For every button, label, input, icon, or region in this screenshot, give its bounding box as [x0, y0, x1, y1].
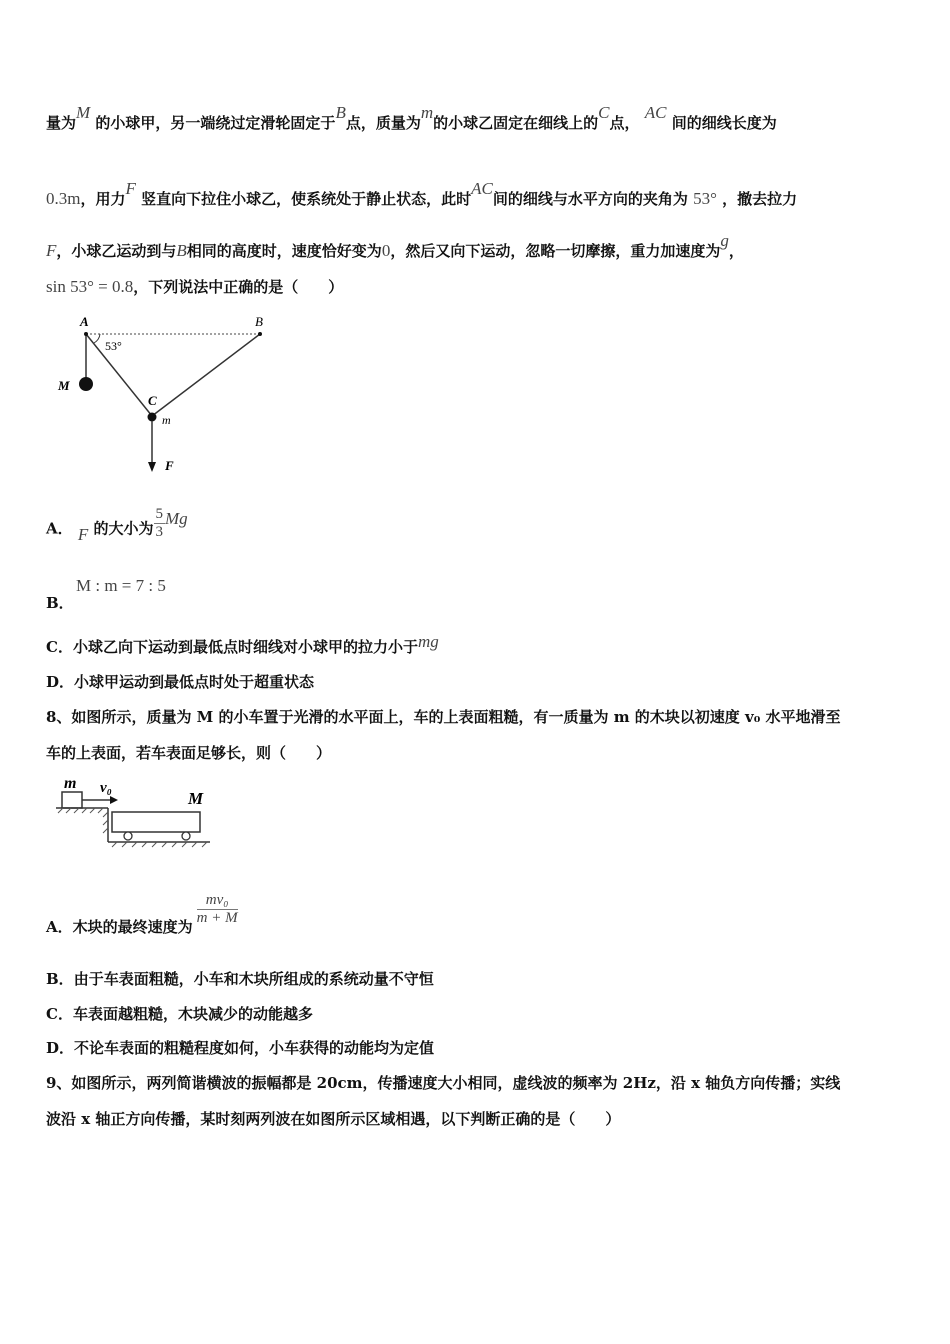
math-ratio: M : m = 7 : 5 — [76, 576, 166, 595]
angle-arc — [94, 334, 100, 343]
math-F: F — [46, 241, 57, 260]
label-A: A — [80, 314, 89, 329]
q7-option-a: A． F 的大小为 $\frac{5}{3}$ Mg — [46, 506, 188, 544]
cart-wheel-left — [124, 832, 132, 840]
force-arrowhead — [148, 462, 156, 472]
label-B: B — [255, 314, 263, 329]
fraction-final-velocity: $\frac{\text{mv₀}}{m + M}$ — [196, 892, 238, 926]
math-m: m — [420, 103, 434, 122]
label-m: m — [64, 775, 77, 792]
q9-line-2: 波沿 x 轴正方向传播，某时刻两列波在如图所示区域相遇，以下判断正确的是（ ） — [46, 1110, 621, 1128]
q8-line-1: 8、如图所示，质量为 M 的小车置于光滑的水平面上，车的上表面粗糙，有一质量为 m 的木块以初速度 v₀ 水平地滑至 — [46, 708, 841, 726]
q7-line-3: F，小球乙运动到与B相同的高度时，速度恰好变为0，然后又向下运动，忽略一切摩擦，重力加速度为g， — [46, 231, 744, 260]
math-F: F — [125, 179, 136, 198]
block-m — [62, 792, 82, 808]
cart-M — [112, 812, 200, 832]
fraction-five-thirds: $\frac{5}{3}$ — [155, 506, 164, 540]
math-B: B — [335, 103, 346, 122]
label-C: C — [148, 393, 157, 408]
q7-line-2: 0.3m，用力F 竖直向下拉住小球乙，使系统处于静止状态，此时AC间的细线与水平方向的夹角为 53° ，撤去拉力 — [46, 179, 798, 208]
math-length: 0.3m — [46, 189, 81, 208]
q7-option-d: D．小球甲运动到最低点时处于超重状态 — [46, 673, 315, 691]
q8-option-a: A．木块的最终速度为 $\frac{\text{mv₀}}{m + M}$ — [46, 892, 238, 936]
exam-page: 量为M 的小球甲，另一端绕过定滑轮固定于B点，质量为m的小球乙固定在细线上的C点， AC 间的细线长度为 0.3m，用力F 竖直向下拉住小球乙，使系统处于静止状态，此时AC间的细线与水平方向的夹角为 53° ，撤去拉力 F，小球乙运动到与B相同的高度时，速度恰好变为0，然后又向下运动，忽略一切摩擦，重力加速度为g， sin 53° = 0.8，下列说法中正确的是（ ） A B 53° M C m F A． F 的大小为 $\frac{5}{3}$ Mg B． M : m = 7 : 5 C．小球乙向下运动到最低点时细线对小球甲的拉力小于mg D．小球甲运动到最低点时处于超重状态 8、如图所示，质量为 M 的小车置于光滑的水平面上，车的上表面粗糙，有一质量为 m 的木块以初速度 v₀ 水平地滑至 车的上表面，若车表面足够长，则（ ） m v₀ M A．木块的最终速度为 $\frac{\text{mv₀}}{m + M}$ B．由于车表面粗糙，小车和木块所组成的系统动量不守恒 C．车表面越粗糙，木块减少的动能越多 D．不论车表面的粗糙程度如何，小车获得的动能均为定值 9、如图所示，两列简谐横波的振幅都是 20cm，传播速度大小相同，虚线波的频率为 2Hz，沿 x 轴负方向传播；实线 波沿 x 轴正方向传播，某时刻两列波在如图所示区域相遇，以下判断正确的是（ ） — [46, 103, 841, 1128]
string-bc — [152, 334, 260, 416]
label-m: m — [162, 413, 171, 427]
point-A — [84, 332, 88, 336]
ball-M — [79, 377, 93, 391]
q8-option-d: D．不论车表面的粗糙程度如何，小车获得的动能均为定值 — [46, 1039, 435, 1057]
q7-line-1: 量为M 的小球甲，另一端绕过定滑轮固定于B点，质量为m的小球乙固定在细线上的C点， AC 间的细线长度为 — [46, 103, 777, 132]
math-B: B — [176, 241, 187, 260]
label-M: M — [58, 378, 70, 393]
math-C: C — [598, 103, 610, 122]
math-AC: AC — [471, 179, 493, 198]
label-v0: v₀ — [100, 780, 112, 796]
label-M: M — [188, 789, 204, 808]
math-sin: sin 53° = 0.8 — [46, 277, 134, 296]
math-zero: 0 — [381, 241, 391, 260]
q7-option-c: C．小球乙向下运动到最低点时细线对小球甲的拉力小于mg — [46, 632, 439, 656]
math-AC: AC — [644, 103, 667, 122]
q8-option-c: C．车表面越粗糙，木块减少的动能越多 — [46, 1005, 313, 1023]
label-angle: 53° — [105, 339, 122, 353]
q7-line-4: sin 53° = 0.8，下列说法中正确的是（ ） — [46, 277, 344, 296]
cart-wheel-right — [182, 832, 190, 840]
ground-hatching — [58, 808, 207, 847]
velocity-arrowhead — [110, 796, 118, 804]
math-angle: 53° — [693, 189, 717, 208]
q8-line-2: 车的上表面，若车表面足够长，则（ ） — [46, 744, 332, 762]
point-B — [258, 332, 262, 336]
label-F: F — [165, 458, 174, 473]
math-M: M — [76, 103, 91, 122]
q9-line-1: 9、如图所示，两列简谐横波的振幅都是 20cm，传播速度大小相同，虚线波的频率为 2Hz，沿 x 轴负方向传播；实线 — [46, 1074, 841, 1092]
q7-pulley-figure — [50, 312, 280, 482]
q8-option-b: B．由于车表面粗糙，小车和木块所组成的系统动量不守恒 — [46, 970, 434, 988]
math-F: F — [77, 524, 89, 544]
ball-m — [148, 413, 157, 422]
math-g: g — [720, 231, 729, 250]
q8-cart-figure — [50, 772, 220, 852]
